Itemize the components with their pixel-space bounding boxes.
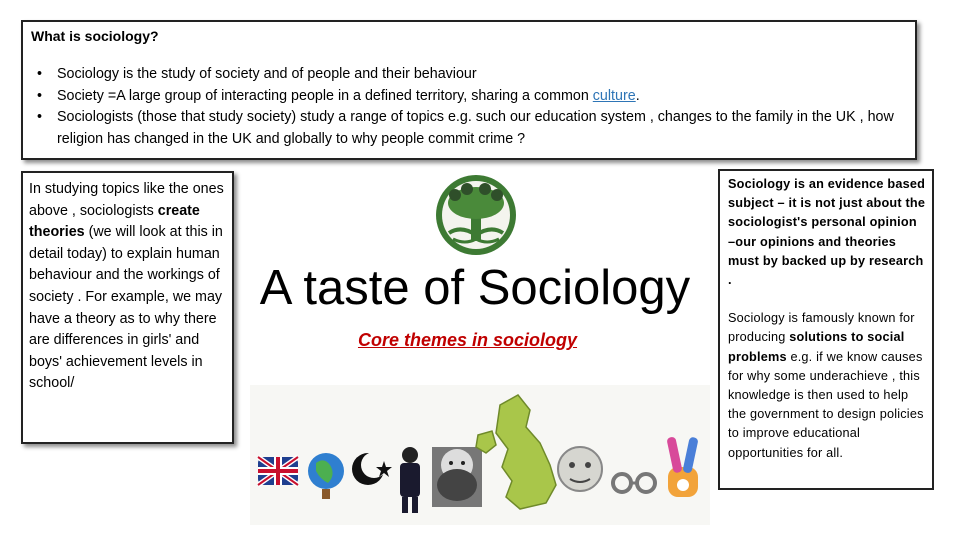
page-title: A taste of Sociology bbox=[259, 261, 691, 315]
union-jack-icon bbox=[258, 457, 298, 485]
bullet-item bbox=[31, 86, 907, 108]
bullet-text: Society =A large group of interacting people in a defined territory, sharing a common bbox=[57, 87, 593, 104]
sociology-tree-logo bbox=[435, 173, 517, 258]
themes-collage bbox=[250, 385, 710, 525]
intro-box bbox=[21, 20, 917, 160]
karl-marx-portrait bbox=[432, 447, 482, 507]
evidence-box bbox=[718, 169, 934, 490]
subtitle-link[interactable]: Core themes in sociology bbox=[357, 330, 578, 350]
theories-box bbox=[21, 171, 234, 444]
evidence-text: Sociology is an evidence based subject – it is not just about the sociologist's personal opinion –our opinions and theories must by backed up by research . bbox=[728, 177, 926, 288]
bullet-icon: • bbox=[37, 109, 43, 125]
theories-text bbox=[29, 179, 226, 395]
bullet-text-end: . bbox=[635, 87, 640, 104]
bullet-icon: • bbox=[37, 66, 43, 82]
solutions-text-part: Sociology is famously known for producing bbox=[728, 311, 915, 345]
portrait-sketch bbox=[558, 447, 602, 491]
solutions-text-part: e.g. if we know causes for why some underachieve , this knowledge is then used to help the government to design policies to improve educational opportunities for all. bbox=[728, 349, 924, 460]
bullet-item bbox=[31, 107, 907, 150]
theories-text-part: In studying topics like the ones above , sociologists bbox=[29, 181, 224, 219]
bullet-item bbox=[31, 64, 907, 86]
theories-text-part: (we will look at this in detail today) to explain human behaviour and the workings of society . For example, we may have a theory as to why there are differences in girls' and boys' achievement levels in school/ bbox=[29, 224, 223, 392]
intro-heading: What is sociology? bbox=[31, 28, 159, 44]
solutions-text bbox=[728, 309, 926, 463]
intro-bullet-list bbox=[31, 64, 907, 150]
bullet-text: Sociology is the study of society and of people and their behaviour bbox=[57, 66, 477, 82]
theories-bold-text: create theories bbox=[29, 202, 200, 241]
culture-link[interactable]: culture bbox=[592, 87, 636, 104]
bullet-icon: • bbox=[37, 87, 43, 104]
bullet-text: Sociologists (those that study society) study a range of topics e.g. such our education system , changes to the family in the UK , how religion has changed in the UK and globally to why people commit crime ? bbox=[57, 109, 894, 147]
solutions-bold-text: solutions to social problems bbox=[728, 330, 905, 364]
